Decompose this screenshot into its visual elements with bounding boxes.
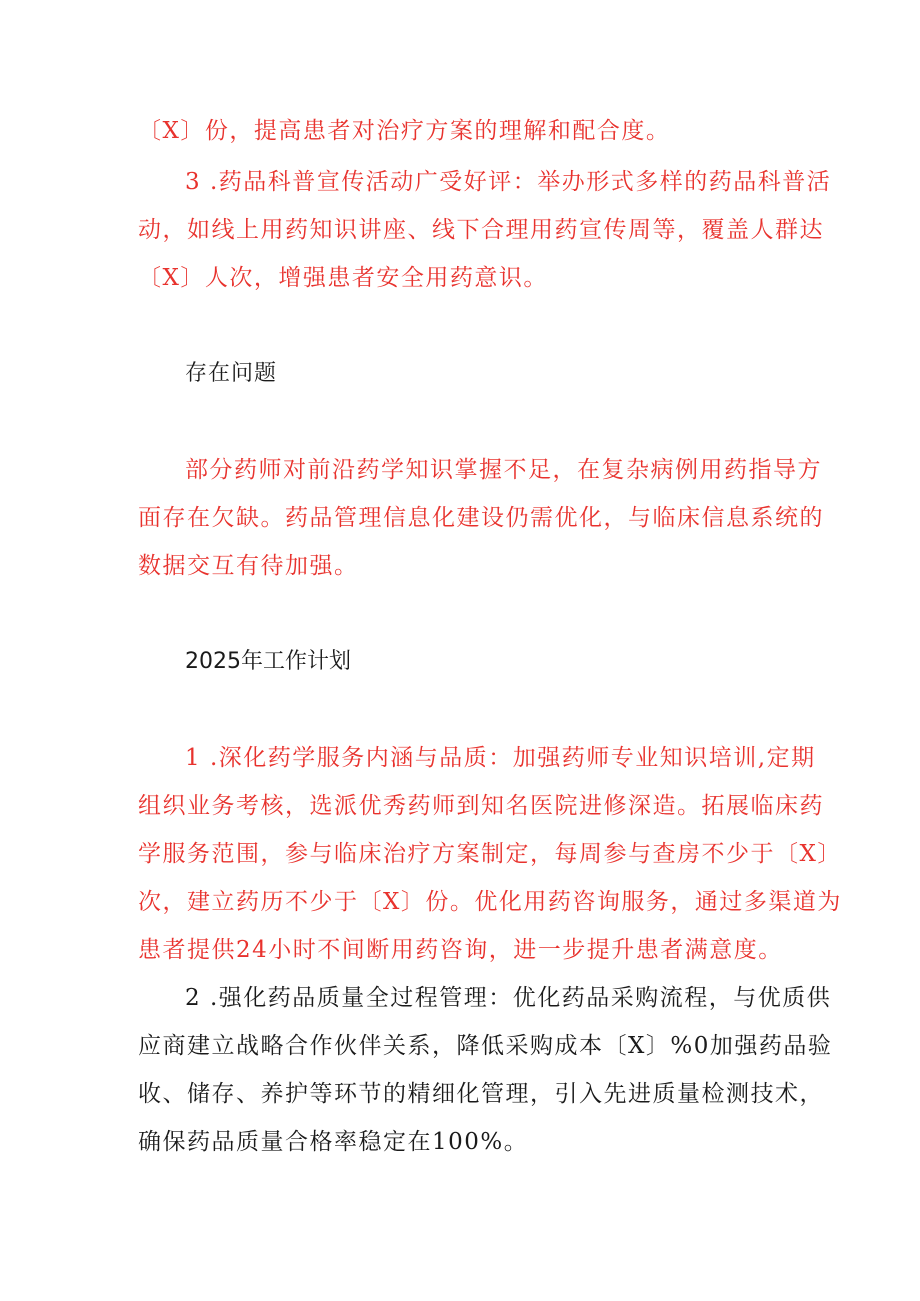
plan-item1-line1: 1 .深化药学服务内涵与品质：加强药师专业知识培训,定期: [185, 745, 816, 771]
paragraph-continuation-line: 〔X〕份，提高患者对治疗方案的理解和配合度。: [138, 118, 671, 144]
plan-item2-line1: 2 .强化药品质量全过程管理：优化药品采购流程，与优质供: [185, 985, 832, 1011]
item3-line1: 3 .药品科普宣传活动广受好评：举办形式多样的药品科普活: [185, 169, 832, 195]
item3-line2: 动，如线上用药知识讲座、线下合理用药宣传周等，覆盖人群达: [138, 217, 824, 243]
section-heading-plan: [185, 647, 351, 677]
plan-heading-text: 2025年工作计划: [185, 649, 351, 674]
problems-line1: 部分药师对前沿药学知识掌握不足，在复杂病例用药指导方: [185, 457, 822, 483]
plan-item1-line5: 患者提供24小时不间断用药咨询，进一步提升患者满意度。: [138, 937, 783, 963]
section-heading-problems: 存在问题: [185, 361, 278, 386]
problems-line3: 数据交互有待加强。: [138, 553, 359, 579]
plan-item2-line2: 应商建立战略合作伙伴关系，降低采购成本〔X〕%0加强药品验: [138, 1033, 833, 1059]
plan-item1-line4: 次，建立药历不少于〔X〕份。优化用药咨询服务，通过多渠道为: [138, 889, 842, 915]
plan-item2-line4: 确保药品质量合格率稳定在100%。: [138, 1129, 529, 1155]
plan-item2-line3: 收、储存、养护等环节的精细化管理，引入先进质量检测技术，: [138, 1081, 824, 1107]
item3-line3: 〔X〕人次，增强患者安全用药意识。: [138, 265, 548, 291]
problems-line2: 面存在欠缺。药品管理信息化建设仍需优化，与临床信息系统的: [138, 505, 824, 531]
plan-item1-line3: 学服务范围，参与临床治疗方案制定，每周参与查房不少于〔X〕: [138, 841, 842, 867]
plan-item1-line2: 组织业务考核，选派优秀药师到知名医院进修深造。拓展临床药: [138, 793, 824, 819]
